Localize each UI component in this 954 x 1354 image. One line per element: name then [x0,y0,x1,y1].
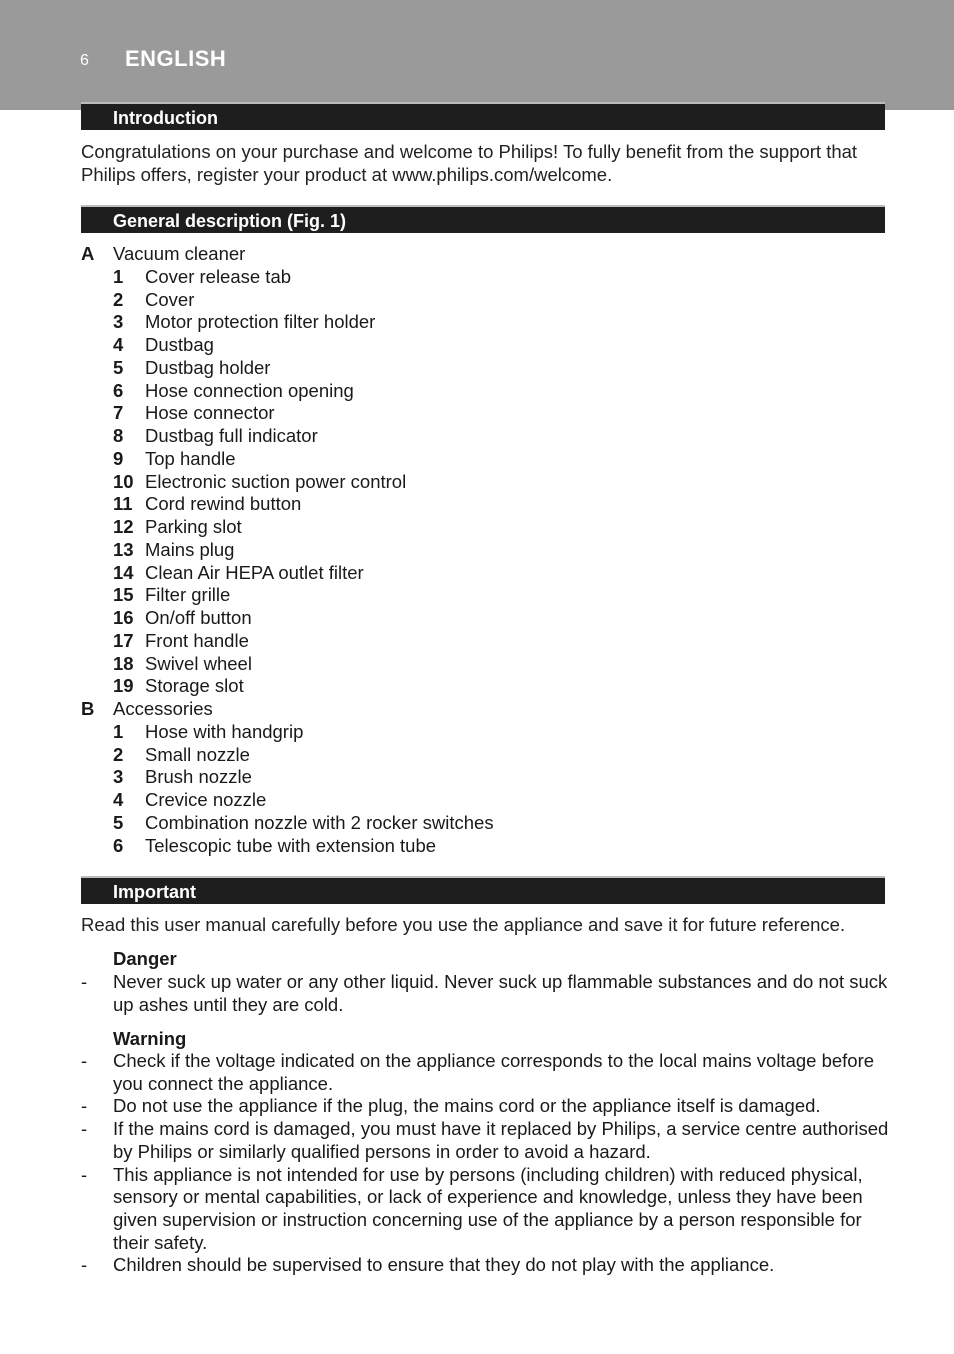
item-label: Front handle [145,629,249,651]
item-label: Combination nozzle with 2 rocker switches [145,811,494,833]
list-item [81,766,881,789]
bullet-text: If the mains cord is damaged, you must have it replaced by Philips, a service centre authorised by Philips or similarly qualified persons in order to avoid a hazard. [113,1118,889,1162]
bullet-text: Never suck up water or any other liquid. Never suck up flammable substances and do not suck up ashes until they are cold. [113,971,888,1015]
page-number: 6 [80,52,89,69]
section-heading-important: Important [81,876,885,904]
group-key: A [81,243,95,264]
item-label: Motor protection filter holder [145,311,376,333]
bullet-dash: - [81,971,88,992]
bullet-dash: - [81,1254,88,1276]
bullet-text: This appliance is not intended for use by persons (including children) with reduced physical, sensory or mental capabilities, or lack of experience and knowledge, unless they have been given supervision or instruction concerning use of the appliance by a person responsible for their safety. [113,1163,863,1253]
bullet-item [81,1254,891,1277]
bullet-dash: - [81,1050,88,1071]
list-item [81,516,881,539]
item-number: 9 [113,447,124,469]
warning-heading: Warning [113,1028,187,1049]
item-number: 4 [113,789,124,810]
list-item [81,630,881,653]
item-label: Filter grille [145,584,231,606]
item-number: 17 [113,629,134,651]
item-number: 2 [113,288,124,310]
item-label: Top handle [145,447,236,469]
item-number: 3 [113,311,124,333]
warning-bullet-list [81,1050,891,1277]
item-label: Cord rewind button [145,493,302,515]
danger-heading: Danger [113,948,177,969]
item-label: Dustbag full indicator [145,425,318,446]
list-item [81,835,881,858]
item-number: 1 [113,265,124,287]
item-number: 1 [113,720,124,742]
item-label: On/off button [145,607,252,628]
item-number: 16 [113,607,134,628]
item-number: 3 [113,766,124,788]
list-item [81,380,881,403]
list-item [81,812,881,835]
item-number: 2 [113,743,124,765]
item-number: 13 [113,538,134,560]
bullet-text: Children should be supervised to ensure that they do not play with the appliance. [113,1254,775,1276]
list-item [81,744,881,767]
item-number: 5 [113,356,124,378]
intro-paragraph: Congratulations on your purchase and welcome to Philips! To fully benefit from the support that Philips offers, register your product at www.philips.com/welcome. [81,141,858,185]
item-number: 6 [113,379,124,401]
page-header-band [0,0,954,110]
language-title: ENGLISH [125,46,227,71]
bullet-item [81,1164,891,1255]
list-item [81,471,881,494]
list-item [81,289,881,312]
list-item [81,425,881,448]
bullet-text: Check if the voltage indicated on the appliance corresponds to the local mains voltage before you connect the appliance. [113,1050,875,1094]
item-label: Telescopic tube with extension tube [145,834,437,856]
item-label: Cover [145,288,195,310]
group-key: B [81,698,95,719]
item-label: Hose connection opening [145,379,354,401]
bullet-text: Do not use the appliance if the plug, the mains cord or the appliance itself is damaged. [113,1095,821,1117]
list-item [81,607,881,630]
list-item [81,562,881,585]
item-label: Clean Air HEPA outlet filter [145,561,364,583]
item-number: 19 [113,675,134,697]
item-number: 12 [113,516,134,537]
item-number: 15 [113,584,134,606]
list-item [81,357,881,380]
bullet-dash: - [81,1163,88,1185]
bullet-item [81,1095,891,1118]
item-label: Small nozzle [145,743,250,765]
item-number: 10 [113,470,134,492]
list-item [81,653,881,676]
list-item [81,539,881,562]
list-item [81,584,881,607]
item-label: Parking slot [145,516,242,537]
list-item [81,448,881,471]
list-item [81,334,881,357]
section-heading-introduction: Introduction [81,102,885,130]
section-heading-general-description: General description (Fig. 1) [81,205,885,233]
item-number: 18 [113,652,134,674]
item-label: Mains plug [145,538,235,560]
item-label: Cover release tab [145,265,292,287]
bullet-dash: - [81,1095,88,1117]
item-label: Hose with handgrip [145,720,304,742]
item-label: Crevice nozzle [145,789,267,810]
group-label: Vacuum cleaner [113,243,246,264]
list-item [81,311,881,334]
item-number: 14 [113,561,134,583]
bullet-item [81,1050,891,1095]
item-label: Swivel wheel [145,652,252,674]
general-description-list [81,243,881,857]
bullet-item [81,971,891,1016]
danger-bullet-list [81,971,891,1016]
item-label: Dustbag holder [145,356,271,378]
list-item [81,789,881,812]
item-label: Dustbag [145,334,214,355]
bullet-dash: - [81,1118,88,1140]
item-label: Electronic suction power control [145,470,407,492]
item-number: 6 [113,834,124,856]
item-number: 8 [113,425,124,446]
item-number: 4 [113,334,124,355]
item-label: Hose connector [145,402,275,424]
item-number: 7 [113,402,124,424]
list-item [81,675,881,698]
list-item [81,402,881,425]
item-number: 5 [113,811,124,833]
group-label: Accessories [113,698,213,719]
list-group-row [81,243,881,266]
important-paragraph: Read this user manual carefully before you use the appliance and save it for future reference. [81,914,846,935]
list-item [81,493,881,516]
list-item [81,721,881,744]
item-number: 11 [113,493,133,515]
item-label: Storage slot [145,675,244,697]
item-label: Brush nozzle [145,766,252,788]
bullet-item [81,1118,891,1163]
list-item [81,266,881,289]
list-group-row [81,698,881,721]
